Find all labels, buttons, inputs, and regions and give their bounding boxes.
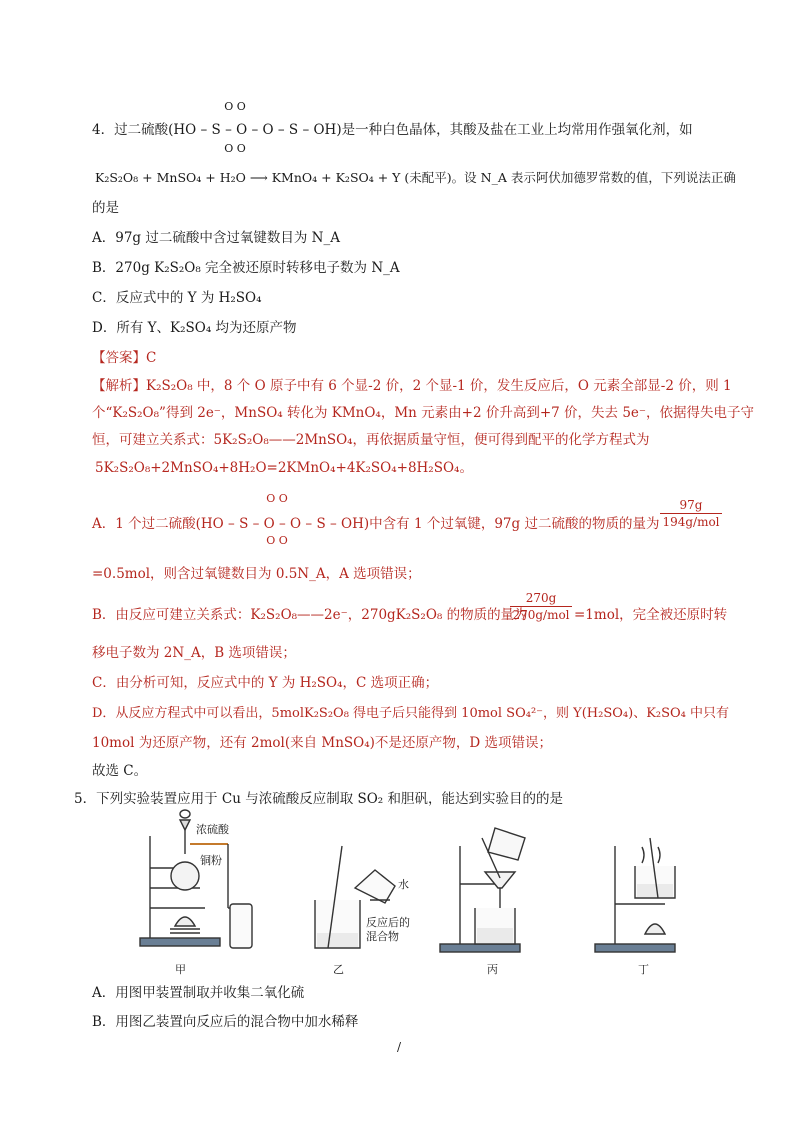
explain-a-struct-top: O O xyxy=(266,492,288,505)
explain-a-line-2: =0.5mol，则含过氧键数目为 0.5N_A，A 选项错误； xyxy=(92,566,421,582)
q4-stem-prefix: 4．过二硫酸( xyxy=(92,122,174,138)
analysis-line-3: 恒，可建立关系式：5K₂S₂O₈——2MnSO₄，再依据质量守恒，便可得到配平的化学方程式为 xyxy=(92,432,650,448)
explain-a-prefix: A．1 个过二硫酸( xyxy=(92,516,201,532)
explain-a-struct-bottom: O O xyxy=(266,534,288,547)
analysis-line-1: 【解析】K₂S₂O₈ 中，8 个 O 原子中有 6 个显-2 价，2 个显-1 价，发生反应后，O 元素全部显-2 价，则 1 xyxy=(92,378,732,394)
q4-option-a: A．97g 过二硫酸中含过氧键数目为 N_A xyxy=(92,230,340,246)
explain-a-suffix: )中含有 1 个过氧键，97g 过二硫酸的物质的量为 xyxy=(363,516,660,532)
struct-top-oxygens: O O xyxy=(224,100,246,113)
explain-b-prefix: B．由反应可建立关系式：K₂S₂O₈——2e⁻，270gK₂S₂O₈ 的物质的量为 xyxy=(92,607,528,623)
page-mark: / xyxy=(397,1040,402,1054)
explain-b-line-2: 移电子数为 2N_A，B 选项错误； xyxy=(92,645,296,661)
apparatus-bing xyxy=(440,828,525,952)
q4-equation-tail: 的是 xyxy=(92,200,119,216)
analysis-line-2: 个“K₂S₂O₈”得到 2e⁻，MnSO₄ 转化为 KMnO₄，Mn 元素由+2 价升高到+7 价，失去 5e⁻，依据得失电子守 xyxy=(92,405,755,421)
q4-answer: 【答案】C xyxy=(92,350,157,366)
explain-b-frac-numerator: 270g xyxy=(525,591,557,605)
q4-option-d: D．所有 Y、K₂SO₄ 均为还原产物 xyxy=(92,320,297,336)
explain-a-frac-numerator: 97g xyxy=(679,498,703,512)
explain-b-line-1 xyxy=(92,603,528,623)
q4-option-b: B．270g K₂S₂O₈ 完全被还原时转移电子数为 N_A xyxy=(92,260,400,276)
label-copper-powder: 铜粉 xyxy=(200,854,222,867)
explain-a-frac-denominator: 194g/mol xyxy=(662,515,720,529)
explain-b-suffix: =1mol，完全被还原时转 xyxy=(574,607,728,623)
label-mixture-2: 混合物 xyxy=(366,930,399,943)
q4-option-c: C．反应式中的 Y 为 H₂SO₄ xyxy=(92,290,262,306)
q4-equation: K₂S₂O₈ + MnSO₄ + H₂O ⟶ KMnO₄ + K₂SO₄ + Y (未配平)。设 N_A 表示阿伏加德罗常数的值，下列说法正确 xyxy=(95,170,736,185)
struct-bottom-oxygens: O O xyxy=(224,142,246,155)
explain-b-frac-denominator: 270g/mol xyxy=(512,608,570,622)
q5-option-b: B．用图乙装置向反应后的混合物中加水稀释 xyxy=(92,1014,359,1030)
explain-c: C．由分析可知，反应式中的 Y 为 H₂SO₄，C 选项正确； xyxy=(92,675,439,691)
label-yi: 乙 xyxy=(333,963,344,976)
explain-d-line-2: 10mol 为还原产物，还有 2mol(来自 MnSO₄)不是还原产物，D 选项错误； xyxy=(92,735,553,751)
explain-a-formula: HO – S – O – O – S – OH xyxy=(200,516,364,532)
apparatus-ding xyxy=(595,838,675,952)
q5-stem: 5．下列实验装置应用于 Cu 与浓硫酸反应制取 SO₂ 和胆矾，能达到实验目的的是 xyxy=(74,791,564,807)
label-mixture-1: 反应后的 xyxy=(366,916,410,929)
label-ding: 丁 xyxy=(638,963,649,976)
explain-a-line-1 xyxy=(92,512,659,532)
label-bing: 丙 xyxy=(487,963,498,976)
q4-stem-suffix: )是一种白色晶体，其酸及盐在工业上均常用作强氧化剂，如 xyxy=(336,122,693,138)
label-conc-sulfuric-acid: 浓硫酸 xyxy=(196,823,229,836)
explain-a-fraction xyxy=(660,498,722,529)
analysis-balanced-equation: 5K₂S₂O₈+2MnSO₄+8H₂O=2KMnO₄+4K₂SO₄+8H₂SO₄。 xyxy=(95,460,473,476)
explain-d-line-1: D．从反应方程式中可以看出，5molK₂S₂O₈ 得电子后只能得到 10mol SO₄²⁻，则 Y(H₂SO₄)、K₂SO₄ 中只有 xyxy=(92,706,730,721)
q4-stem xyxy=(92,118,693,138)
peroxydisulfuric-acid-formula: HO – S – O – O – S – OH xyxy=(173,122,337,138)
q5-apparatus-figure xyxy=(130,808,690,980)
q5-option-a: A．用图甲装置制取并收集二氧化硫 xyxy=(92,985,305,1001)
label-water: 水 xyxy=(398,878,409,891)
q4-conclusion: 故选 C。 xyxy=(92,763,148,779)
explain-b-fraction xyxy=(510,591,572,622)
label-jia: 甲 xyxy=(175,963,186,976)
